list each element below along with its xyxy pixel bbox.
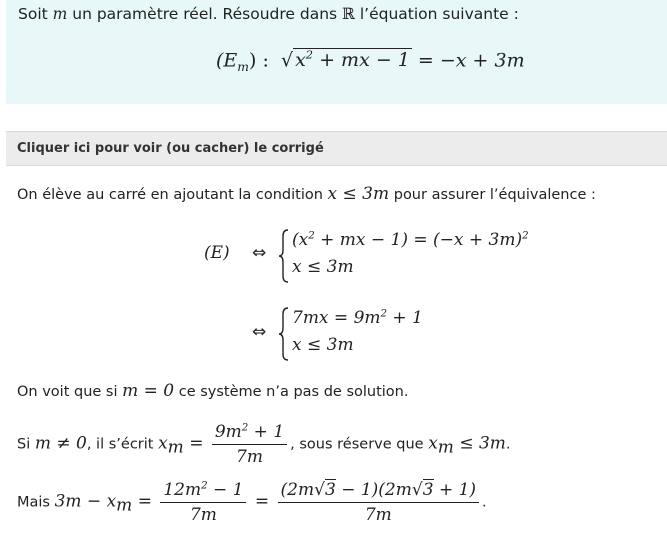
p3-end: . [505, 436, 511, 453]
sqrt-exp: 2 [305, 48, 314, 62]
p3-cond-x: x [428, 433, 438, 454]
p4-eq1: = [132, 491, 158, 512]
eq-label-close: ) : [249, 49, 269, 72]
p4-a: Mais [17, 494, 55, 511]
p4-eq2: = [249, 491, 275, 512]
p3-cond-sub: m [437, 437, 454, 458]
solution-paragraph-2 [17, 381, 408, 401]
p1-after: pour assurer l’équivalence : [389, 187, 596, 203]
system2-line2: x ≤ 3m [292, 335, 354, 355]
p2-before: On voit que si [17, 384, 123, 400]
p4-f2-num-a: (2m [280, 480, 315, 500]
statement-text-before: Soit [18, 5, 53, 23]
p4-end: . [482, 494, 487, 511]
equiv-symbol-1: ⇔ [252, 243, 267, 263]
p4-f1-num-b: − 1 [207, 480, 244, 500]
p4-fraction-1 [160, 480, 246, 525]
p3-cond-rest: ≤ 3m [453, 433, 506, 454]
sys1-line1-a: (x [292, 230, 309, 250]
p3-math1: m ≠ 0 [34, 433, 87, 454]
main-equation [216, 48, 525, 74]
solution-paragraph-3 [17, 422, 511, 467]
p3-eq: = [183, 433, 209, 454]
p4-lhs: 3m − x [54, 491, 117, 512]
sqrt-icon-2: √ [411, 480, 423, 500]
brace-2 [278, 306, 290, 362]
p4-f2-num-c: + 1) [433, 480, 477, 500]
p4-sqrt-val2: 3 [422, 480, 434, 500]
system1-line2: x ≤ 3m [292, 257, 354, 277]
sys2-line1-a: 7mx = 9m [292, 308, 381, 328]
p3-num-b: + 1 [248, 422, 285, 442]
p3-sub: m [167, 437, 184, 458]
sqrt-rest: + mx − 1 [313, 49, 410, 72]
p3-x: x [158, 433, 168, 454]
p4-f2-den: 7m [364, 505, 392, 525]
p1-math: x ≤ 3m [327, 184, 390, 204]
equiv-symbol-2: ⇔ [252, 322, 267, 342]
p3-fraction [212, 422, 287, 467]
p3-num-a: 9m [214, 422, 242, 442]
solution-paragraph-4 [17, 480, 487, 525]
p2-math: m = 0 [122, 381, 175, 401]
sys1-line1-b: + mx − 1) = (−x + 3m) [314, 230, 523, 250]
reals-symbol: ℝ [342, 5, 355, 23]
p4-f1-num-exp: 2 [201, 480, 208, 492]
p4-f1-num-a: 12m [163, 480, 202, 500]
sys2-line1-b: + 1 [387, 308, 423, 328]
p3-c: , sous réserve que [290, 436, 429, 453]
eq-label-sub: m [237, 60, 250, 75]
brace-1 [278, 228, 290, 284]
p3-b: , il s’écrit [86, 436, 159, 453]
p3-num-exp: 2 [241, 422, 249, 434]
p4-f2-num-b: − 1)(2m [335, 480, 412, 500]
solution-paragraph-1 [17, 184, 596, 204]
system1-line1 [292, 230, 529, 250]
toggle-label: Cliquer ici pour voir (ou cacher) le corrigé [17, 141, 324, 156]
sys1-line1-exp: 2 [308, 230, 315, 242]
equation-rhs: = −x + 3m [411, 49, 525, 72]
sys2-line1-exp: 2 [380, 308, 387, 320]
p1-before: On élève au carré en ajoutant la condition [17, 187, 328, 203]
p4-sqrt-val: 3 [324, 480, 336, 500]
statement-box [6, 0, 667, 104]
param-variable: m [52, 5, 68, 23]
p4-fraction-2 [278, 480, 480, 525]
sqrt-icon: √ [314, 480, 325, 500]
system2-line1 [292, 308, 423, 328]
p2-after: ce système n’a pas de solution. [174, 384, 409, 400]
sqrt-expression: √ $x^2$ + mx − 1 [280, 48, 410, 72]
system1-label: (E) [204, 243, 230, 263]
toggle-solution-button[interactable] [6, 131, 667, 166]
p3-den: 7m [236, 447, 263, 467]
p3-a: Si [17, 436, 35, 453]
statement-text-mid: un paramètre réel. Résoudre dans [67, 5, 343, 23]
p4-f1-den: 7m [189, 505, 217, 525]
sys1-line1-exp2: 2 [522, 230, 529, 242]
sqrt-x: x [295, 49, 306, 72]
statement-text-after: l’équation suivante : [354, 5, 519, 23]
p4-lhs-sub: m [116, 495, 133, 516]
statement-text [18, 5, 519, 23]
eq-label: (E [216, 49, 238, 72]
